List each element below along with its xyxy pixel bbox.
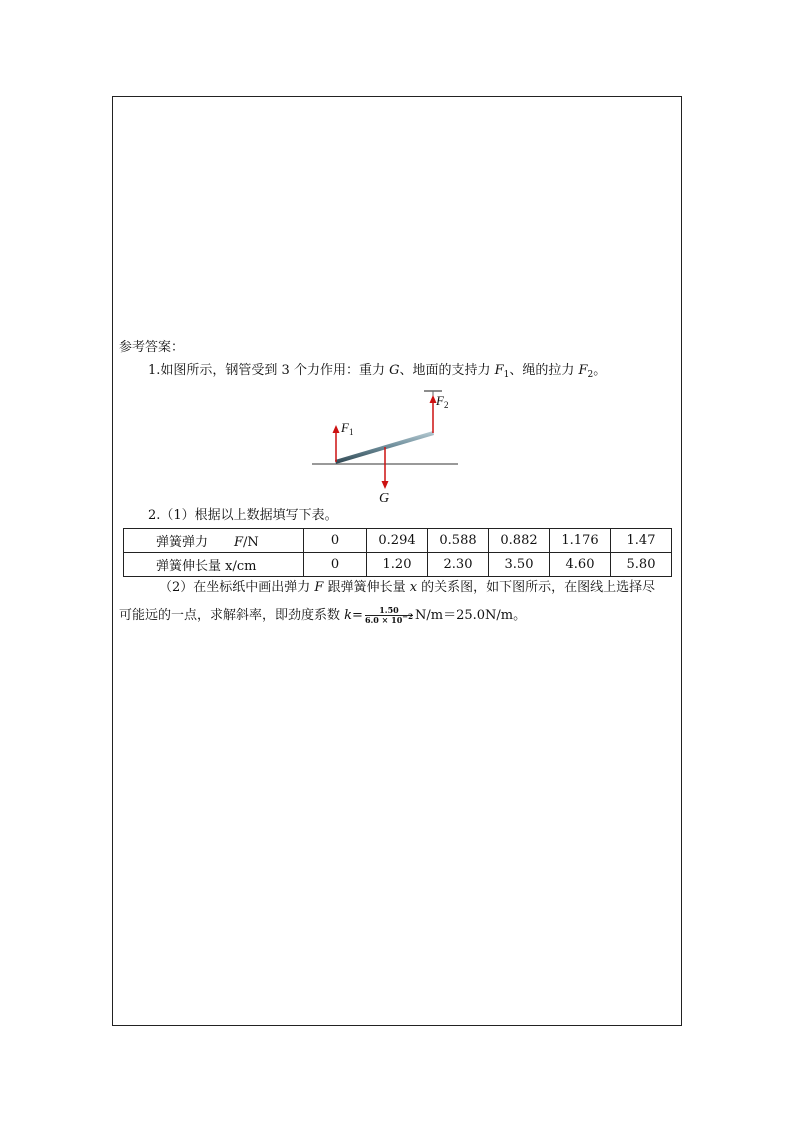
table-cell: 0.294 <box>367 529 428 553</box>
table-cell: 5.80 <box>611 553 672 577</box>
table-cell: 0.882 <box>489 529 550 553</box>
f1-arrowhead <box>333 425 340 433</box>
table-cell: 0 <box>304 553 367 577</box>
force-diagram <box>300 385 470 510</box>
q1-suffix: 。 <box>593 363 607 378</box>
table-cell: 0.588 <box>428 529 489 553</box>
q1-f1: F <box>494 363 504 378</box>
question-1-text <box>148 363 606 379</box>
g-label: G <box>379 491 390 506</box>
question-2-part1: 2.（1）根据以上数据填写下表。 <box>148 508 338 523</box>
row-extension-label: 弹簧伸长量 x/cm <box>124 553 304 577</box>
q1-f2-sub: 2 <box>587 370 594 380</box>
table-cell: 4.60 <box>550 553 611 577</box>
table-cell: 1.47 <box>611 529 672 553</box>
q1-f2: F <box>578 363 588 378</box>
f1-label: $F_1$ <box>341 420 354 437</box>
table-row-extension <box>124 553 672 577</box>
f2-label: $F_2$ <box>436 393 449 410</box>
spring-data-table <box>123 528 672 577</box>
stiffness-fraction: $\frac{1.50}{6.0 \times 10^{-2}}$ <box>364 605 414 625</box>
table-cell: 1.20 <box>367 553 428 577</box>
question-2-part2-line2: 可能远的一点，求解斜率，即劲度系数 k= $\frac{1.50}{6.0 \times 10^{-2}}$ N/m＝25.0N/m。 <box>119 605 527 625</box>
answer-heading: 参考答案： <box>119 340 185 355</box>
table-cell: 1.176 <box>550 529 611 553</box>
question-2-part2-line1: （2）在坐标纸中画出弹力 F 跟弹簧伸长量 x 的关系图，如下图所示，在图线上选择尽 <box>159 580 656 595</box>
table-cell: 3.50 <box>489 553 550 577</box>
row-force-label: 弹簧弹力 F/N <box>124 529 304 553</box>
q1-f1-sub: 1 <box>503 370 510 380</box>
g-arrowhead <box>382 481 389 489</box>
q1-g: G <box>389 363 400 378</box>
q1-mid2: 、绳的拉力 <box>509 363 579 378</box>
table-cell: 2.30 <box>428 553 489 577</box>
table-row-force <box>124 529 672 553</box>
table-cell: 0 <box>304 529 367 553</box>
q1-prefix: 1.如图所示，钢管受到 3 个力作用：重力 <box>148 363 390 378</box>
q1-mid1: 、地面的支持力 <box>399 363 495 378</box>
